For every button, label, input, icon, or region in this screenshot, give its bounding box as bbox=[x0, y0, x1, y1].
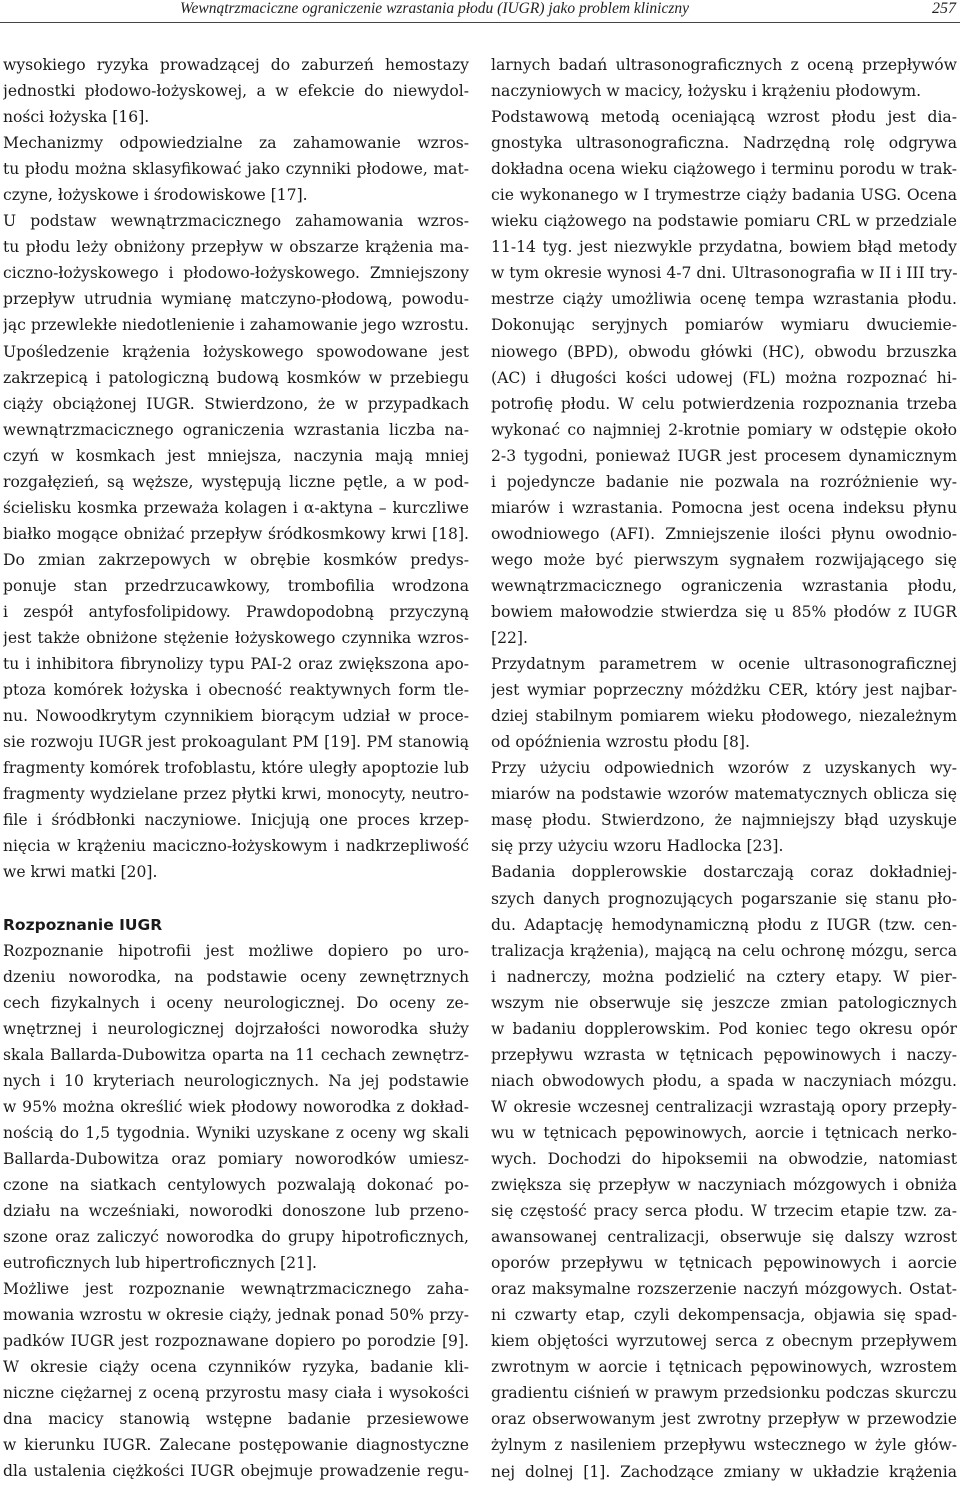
left-column-text-line: mowania wzrostu w okresie ciąży, jednak ponad 50% przy- bbox=[3, 1306, 469, 1325]
right-column-text-line: Przydatnym parametrem w ocenie ultrasonograficznej bbox=[491, 655, 957, 674]
right-column-text-line: owodniowego (AFI). Zmniejszenie ilości płynu owodnio- bbox=[491, 524, 957, 543]
left-column-text-line: przepływ utrudnia wymianę matczyno-płodową, powodu- bbox=[3, 290, 469, 309]
left-column-text-line: ścielisku kosmka przeważa kolagen i α-aktyna – kurczliwe bbox=[3, 498, 469, 517]
left-column bbox=[3, 52, 469, 1485]
right-column-text-line: Podstawową metodą oceniającą wzrost płodu jest dia- bbox=[491, 108, 957, 127]
right-column-text-line: w badaniu dopplerowskim. Pod koniec tego okresu opór bbox=[491, 1019, 957, 1038]
left-column-text-line: nych i 10 kryteriach neurologicznych. Na jej podstawie bbox=[3, 1071, 469, 1090]
right-column-text-line: miarów i wzrastania. Pomocna jest ocena indeksu płynu bbox=[491, 498, 957, 517]
left-column-text-line: Ballarda-Dubowitza oraz pomiary noworodków umiesz- bbox=[3, 1149, 469, 1168]
left-column-text-line: działu na wcześniaki, noworodki donoszone lub przeno- bbox=[3, 1202, 469, 1221]
left-column-text-line: cech fizykalnych i oceny neurologicznej. Do oceny ze- bbox=[3, 993, 469, 1012]
right-column-text-line: 11-14 tyg. jest niezwykle przydatna, bowiem błąd metody bbox=[491, 238, 957, 257]
left-column-text-line: ponuje stan przedrzucawkowy, trombofilia wrodzona bbox=[3, 576, 469, 595]
right-column-text-line: wewnątrzmacicznego ograniczenia wzrastania płodu, bbox=[491, 576, 957, 595]
left-column-text-line: W okresie ciąży ocena czynników ryzyka, badanie kli- bbox=[3, 1358, 469, 1377]
right-column-text-line: masę płodu. Stwierdzono, że najmniejszy błąd uzyskuje bbox=[491, 811, 957, 830]
right-column-text-line: w tym okresie wynosi 4-7 dni. Ultrasonografia w II i III try- bbox=[491, 264, 957, 283]
left-column-text-line: skala Ballarda-Dubowitza oparta na 11 cechach zewnętrz- bbox=[3, 1045, 469, 1064]
right-column-text-line: szych danych prognozujących pogarszanie się stanu pło- bbox=[491, 889, 957, 908]
right-column-text-line: niach obwodowych płodu, a spada w naczyniach mózgu. bbox=[491, 1071, 957, 1090]
left-column-text-line: wysokiego ryzyka prowadzącej do zaburzeń hemostazy bbox=[3, 56, 469, 74]
running-title: Wewnątrzmaciczne ograniczenie wzrastania płodu (IUGR) jako problem kliniczny bbox=[180, 0, 689, 17]
right-column-text-line: Badania dopplerowskie dostarczają coraz dokładniej- bbox=[491, 863, 957, 882]
page-number: 257 bbox=[932, 0, 956, 17]
left-column-text-line: tu płodu można sklasyfikować jako czynniki płodowe, mat- bbox=[3, 160, 469, 179]
left-column-text-line: Możliwe jest rozpoznanie wewnątrzmacicznego zaha- bbox=[3, 1280, 469, 1299]
header-rule bbox=[0, 22, 960, 23]
right-column-text-line: wieku ciążowego na podstawie pomiaru CRL w przedziale bbox=[491, 212, 957, 231]
right-column-text-line: du. Adaptację hemodynamiczną płodu z IUGR (tzw. cen- bbox=[491, 915, 957, 934]
right-column-text-line: W okresie wczesnej centralizacji wzrastają opory przepły- bbox=[491, 1097, 957, 1116]
right-column-text-line: dziej stabilnym pomiarem wieku płodowego, niezależnym bbox=[491, 707, 957, 726]
left-column-text-line: w 95% można określić wiek płodowy noworodka z dokład- bbox=[3, 1097, 469, 1116]
left-column-text-line: fragmenty wydzielane przez płytki krwi, monocyty, neutro- bbox=[3, 785, 469, 804]
right-column-text-line: zwiększa się przepływ w naczyniach mózgowych i obniża bbox=[491, 1176, 957, 1195]
right-column-text-line: wych. Dochodzi do hipoksemii na obwodzie, natomiast bbox=[491, 1149, 957, 1168]
right-column bbox=[491, 52, 957, 1485]
right-column-text-line: awansowanej centralizacji, obserwuje się dalszy wzrost bbox=[491, 1228, 957, 1247]
left-column-text-line: dzeniu noworodka, na podstawie oceny zewnętrznych bbox=[3, 967, 469, 986]
left-column-text-line: we krwi matki [20]. bbox=[3, 863, 158, 882]
right-column-text-line: tralizacja krążenia), mającą na celu ochronę mózgu, serca bbox=[491, 941, 957, 960]
right-column-text-line: od opóźnienia wzrostu płodu [8]. bbox=[491, 733, 750, 752]
right-column-text-line: oraz maksymalne rozszerzenie naczyń mózgowych. Ostat- bbox=[491, 1280, 957, 1299]
section-heading: Rozpoznanie IUGR bbox=[3, 915, 163, 934]
right-column-text-line: [22]. bbox=[491, 629, 528, 648]
left-column-text-line: tu płodu leży obniżony przepływ w obszarze krążenia ma- bbox=[3, 238, 469, 257]
left-column-text-line: jąc przewlekłe niedotlenienie i zahamowanie jego wzrostu. bbox=[3, 316, 469, 335]
left-column-text-line: jednostki płodowo-łożyskowej, a w efekcie do niewydol- bbox=[3, 82, 469, 101]
left-column-text-line: tu i inhibitora fibrynolizy typu PAI-2 oraz zwiększona apo- bbox=[3, 655, 469, 674]
right-column-text-line: larnych badań ultrasonograficznych z oceną przepływów bbox=[491, 56, 957, 74]
left-column-text-line: wnętrznej i neurologicznej dojrzałości noworodka służy bbox=[3, 1019, 469, 1038]
left-column-text-line: czone na siatkach centylowych pozwalają dokonać po- bbox=[3, 1175, 469, 1194]
left-column-text-line: niczne ciężarnej z oceną przyrostu masy ciała i wysokości bbox=[3, 1384, 469, 1403]
left-column-text-line: i zespół antyfosfolipidowy. Prawdopodobną przyczyną bbox=[3, 602, 469, 621]
left-column-text-line: sie rozwoju IUGR jest prokoagulant PM [19]. PM stanowią bbox=[3, 733, 469, 752]
right-column-text-line: jest wymiar poprzeczny móżdżku CER, który jest najbar- bbox=[491, 681, 957, 700]
left-column-text-line: fragmenty komórek trofoblastu, które uległy apoptozie lub bbox=[3, 759, 469, 778]
right-column-text-line: i nadnerczy, można podzielić na cztery etapy. W pier- bbox=[491, 967, 957, 986]
left-column-text-line: szone oraz zaliczyć noworodka do grupy hipotroficznych, bbox=[3, 1228, 469, 1247]
right-column-text-line: Dokonując seryjnych pomiarów wymiaru dwuciemie- bbox=[491, 316, 957, 335]
left-column-text-line: jest także obniżone stężenie łożyskowego czynnika wzros- bbox=[3, 629, 469, 648]
right-column-text-line: ni czwarty etap, czyli dekompensacja, objawia się spad- bbox=[491, 1306, 957, 1325]
left-column-text-line: ptoza komórek łożyska i obecność reaktywnych form tle- bbox=[3, 681, 469, 700]
right-column-text-line: Przy użyciu odpowiednich wzorów z uzyskanych wy- bbox=[491, 759, 957, 778]
left-column-text-line: padków IUGR jest rozpoznawane dopiero po porodzie [9]. bbox=[3, 1332, 469, 1351]
left-column-text-line: ności łożyska [16]. bbox=[3, 108, 150, 127]
right-column-text-line: cie wykonanego w I trymestrze ciąży badania USG. Ocena bbox=[491, 186, 957, 205]
left-column-text-line: Upośledzenie krążenia łożyskowego spowodowane jest bbox=[3, 342, 469, 361]
right-column-text-line: bowiem małowodzie stwierdza się u 85% płodów z IUGR bbox=[491, 602, 957, 621]
left-column-text-line: file i śródbłonki naczyniowe. Inicjują one proces krzep- bbox=[3, 811, 469, 830]
right-column-text-line: zwrotnym w aorcie i tętnicach pępowinowych, wzrostem bbox=[491, 1358, 957, 1377]
right-column-text-line: się przy użyciu wzoru Hadlocka [23]. bbox=[491, 837, 784, 856]
left-column-text-line: Rozpoznanie hipotrofii jest możliwe dopiero po uro- bbox=[3, 941, 469, 960]
right-column-text-line: oraz obserwowanym jest zwrotny przepływ w przewodzie bbox=[491, 1410, 957, 1429]
left-column-text-line: wewnątrzmacicznego ograniczenia wzrastania liczba na- bbox=[3, 420, 469, 439]
right-column-text-line: miarów na podstawie wzorów matematycznych oblicza się bbox=[491, 785, 957, 804]
right-column-text-line: niowego (BPD), obwodu główki (HC), obwodu brzuszka bbox=[491, 342, 957, 361]
left-column-text-line: Do zmian zakrzepowych w obrębie kosmków predys- bbox=[3, 550, 469, 569]
right-column-text-line: 2-3 tygodni, ponieważ IUGR jest procesem dynamicznym bbox=[491, 446, 957, 465]
left-column-text-line: zakrzepicą i patologiczną budową kosmków w przebiegu bbox=[3, 368, 469, 387]
right-column-text-line: się częstość pracy serca płodu. W trzecim etapie tzw. za- bbox=[491, 1202, 957, 1221]
right-column-text-line: żylnym z nasileniem przepływu wstecznego w żyle głów- bbox=[491, 1436, 957, 1455]
right-column-text-line: potrofię płodu. W celu potwierdzenia rozpoznania trzeba bbox=[491, 394, 957, 413]
left-column-text-line: dna macicy stanowią wstępne badanie przesiewowe bbox=[3, 1410, 469, 1429]
left-column-text-line: nością do 1,5 tygodnia. Wyniki uzyskane z oceny wg skali bbox=[3, 1123, 469, 1142]
right-column-text-line: gradientu ciśnień w prawym przedsionku podczas skurczu bbox=[491, 1384, 957, 1403]
left-column-text-line: nięcia w krążeniu maciczno-łożyskowym i nadkrzepliwość bbox=[3, 837, 469, 856]
running-header bbox=[0, 0, 960, 26]
left-column-text-line: czyń w kosmkach jest mniejsza, naczynia mają mniej bbox=[3, 446, 469, 465]
right-column-text-line: mestrze ciąży umożliwia ocenę tempa wzrastania płodu. bbox=[491, 290, 957, 309]
left-column-text-line: ciczno-łożyskowego i płodowo-łożyskowego. Zmniejszony bbox=[3, 264, 469, 283]
left-column-text-line: ciąży obciążonej IUGR. Stwierdzono, że w przypadkach bbox=[3, 394, 469, 413]
left-column-text-line: Mechanizmy odpowiedzialne za zahamowanie wzros- bbox=[3, 134, 469, 153]
right-column-text-line: gnostyka ultrasonograficzna. Nadrzędną rolę odgrywa bbox=[491, 134, 957, 153]
left-column-text-line: eutroficznych lub hipertroficznych [21]. bbox=[3, 1254, 317, 1273]
right-column-text-line: wszym nie obserwuje się jeszcze zmian patologicznych bbox=[491, 993, 957, 1012]
right-column-text-line: przepływu wzrasta w tętnicach pępowinowych i naczy- bbox=[491, 1045, 957, 1064]
left-column-text-line: w kierunku IUGR. Zalecane postępowanie diagnostyczne bbox=[3, 1436, 469, 1455]
right-column-text-line: wego może być pierwszym sygnałem rozwijającego się bbox=[491, 550, 957, 569]
right-column-text-line: kiem objętości wyrzutowej serca z obecnym przepływem bbox=[491, 1332, 957, 1351]
right-column-text-line: dokładna ocena wieku ciążowego i terminu porodu w trak- bbox=[491, 160, 957, 179]
right-column-text-line: oporów przepływu w tętnicach pępowinowych i aorcie bbox=[491, 1254, 957, 1273]
left-column-text-line: białko mogące obniżać przepływ śródkosmkowy krwi [18]. bbox=[3, 524, 469, 543]
right-column-text-line: (AC) i długości kości udowej (FL) można rozpoznać hi- bbox=[491, 368, 957, 387]
left-column-text-line: rozgałęzień, są węższe, występują liczne pętle, a w pod- bbox=[3, 472, 469, 491]
left-column-text-line: U podstaw wewnątrzmacicznego zahamowania wzros- bbox=[3, 212, 469, 231]
left-column-text-line: czyne, łożyskowe i środowiskowe [17]. bbox=[3, 186, 308, 205]
right-column-text-line: naczyniowych w macicy, łożysku i krążeniu płodowym. bbox=[491, 82, 922, 101]
left-column-text-line: dla ustalenia ciężkości IUGR obejmuje prowadzenie regu- bbox=[3, 1462, 469, 1481]
left-column-text-line: nu. Nowoodkrytym czynnikiem biorącym udział w proce- bbox=[3, 707, 469, 726]
right-column-text-line: i pojedyncze badanie nie pozwala na rozróżnienie wy- bbox=[491, 472, 957, 491]
right-column-text-line: wykonać co najmniej 2-krotnie pomiary w odstępie około bbox=[491, 420, 957, 439]
right-column-text-line: wu w tętnicach pępowinowych, aorcie i tętnicach nerko- bbox=[491, 1123, 957, 1142]
right-column-text-line: nej dolnej [1]. Zachodzące zmiany w układzie krążenia bbox=[491, 1462, 957, 1481]
